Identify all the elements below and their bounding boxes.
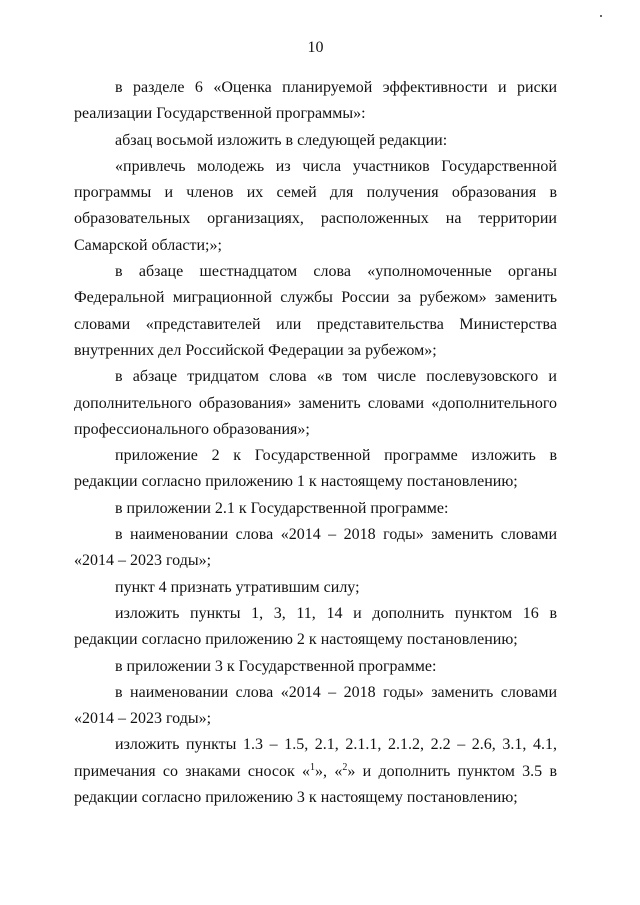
page-number: 10 bbox=[307, 39, 324, 56]
paragraph: изложить пункты 1, 3, 11, 14 и дополнить пунктом 16 в редакции согласно приложению 2 к настоящему постановлению; bbox=[74, 604, 557, 649]
paragraph-text: » и дополнить пунктом 3.5 в редакции согласно приложению 3 к настоящему постановлению; bbox=[74, 762, 558, 807]
paragraph-text: изложить пункты 1.3 – 1.5, 2.1, 2.1.1, 2.1.2, 2.2 – 2.6, 3.1, 4.1, примечания со знаками сносок « bbox=[74, 736, 557, 780]
scan-speck bbox=[600, 15, 602, 17]
paragraph: в наименовании слова «2014 – 2018 годы» заменить словами «2014 – 2023 годы»; bbox=[74, 683, 557, 728]
paragraph: «привлечь молодежь из числа участников Государственной программы и членов их семей для получения образования в образовательных организациях, расположенных на территории Самарской области;»; bbox=[74, 157, 557, 254]
paragraph: пункт 4 признать утратившим силу; bbox=[115, 578, 360, 596]
footnote-mark: 1 bbox=[310, 761, 316, 773]
paragraph: в приложении 3 к Государственной программе: bbox=[115, 657, 437, 675]
paragraph: в наименовании слова «2014 – 2018 годы» заменить словами «2014 – 2023 годы»; bbox=[74, 526, 557, 570]
paragraph: абзац восьмой изложить в следующей редакции: bbox=[115, 131, 448, 149]
paragraph: приложение 2 к Государственной программе изложить в редакции согласно приложению 1 к настоящему постановлению; bbox=[74, 447, 557, 491]
paragraph-text: », « bbox=[315, 762, 343, 780]
paragraph-with-footnote-marks bbox=[74, 732, 557, 811]
document-body bbox=[74, 75, 557, 811]
footnote-mark: 2 bbox=[342, 761, 348, 773]
paragraph: в приложении 2.1 к Государственной программе: bbox=[115, 499, 449, 517]
paragraph: в абзаце тридцатом слова «в том числе послевузовского и дополнительного образования» заменить словами «дополнительного профессионального образования»; bbox=[74, 368, 557, 438]
paragraph: в абзаце шестнадцатом слова «уполномоченные органы Федеральной миграционной службы России за рубежом» заменить словами «представителей или представительства Министерства внутренних дел Российской Федерации за рубежом»; bbox=[74, 263, 557, 359]
paragraph: в разделе 6 «Оценка планируемой эффективности и риски реализации Государственной программы»: bbox=[74, 79, 557, 123]
